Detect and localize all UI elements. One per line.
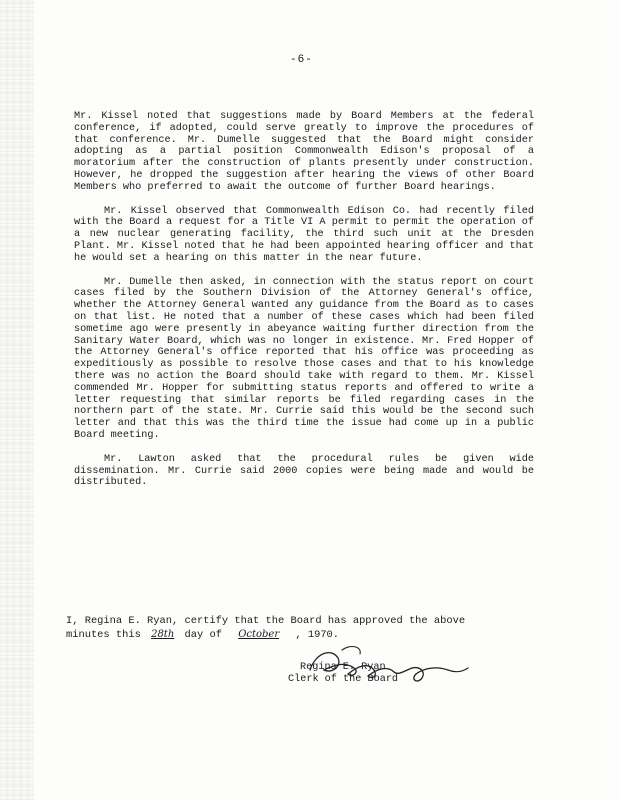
handwritten-day: 28th bbox=[151, 629, 175, 640]
scan-edge-artifact bbox=[0, 0, 34, 800]
certification-day-of: day of bbox=[184, 629, 222, 641]
certification-line-1: I, Regina E. Ryan, certify that the Board has approved the above bbox=[66, 615, 466, 627]
certification-prefix: minutes this bbox=[66, 629, 141, 641]
paragraph-court-cases-status: Mr. Dumelle then asked, in connection with the status report on court cases filed by the Southern Division of the Attorney General's office, whether the Attorney General wanted any guidance from the Board as to cases on that list. He noted that a number of these cases which had been filed sometime ago were presently in abeyance waiting further direction from the Sanitary Water Board, which was no longer in existence. Mr. Fred Hopper of the Attorney General's office reported that his office was proceeding as expeditiously as possible to resolve those cases and that to his knowledge there was no action the Board should take with regard to them. Mr. Kissel commended Mr. Hopper for submitting status reports and offered to write a letter requesting that similar reports be filed regarding cases in the northern part of the state. Mr. Currie said this would be the second such letter and that this was the third time the issue had come up in a public Board meeting. bbox=[74, 276, 534, 441]
paragraph-federal-conference: Mr. Kissel noted that suggestions made by Board Members at the federal conference, if adopted, could serve greatly to improve the procedures of that conference. Mr. Dumelle suggested that the Board might consider adopting as a partial position Commonwealth Edison's proposal of a moratorium after the construction of plants presently under construction. However, he dropped the suggestion after hearing the views of other Board Members who preferred to await the outcome of further Board hearings. bbox=[74, 111, 534, 193]
minutes-body bbox=[74, 111, 534, 501]
handwritten-month: October bbox=[238, 629, 280, 640]
signature-block bbox=[288, 662, 398, 686]
paragraph-procedural-rules: Mr. Lawton asked that the procedural rules be given wide dissemination. Mr. Currie said 2000 copies were being made and would be distributed. bbox=[74, 453, 534, 489]
signatory-title: Clerk of the Board bbox=[288, 674, 399, 685]
page-number: -6- bbox=[290, 54, 313, 66]
certification-year: , 1970. bbox=[295, 629, 340, 641]
paragraph-commonwealth-edison-permit: Mr. Kissel observed that Commonwealth Edison Co. had recently filed with the Board a request for a Title VI A permit to permit the operation of a new nuclear generating facility, the third such unit at the Dresden Plant. Mr. Kissel noted that he had been appointed hearing officer and that he would set a hearing on this matter in the near future. bbox=[74, 205, 534, 264]
signatory-name: Regina E. Ryan bbox=[300, 662, 386, 673]
certification-statement bbox=[66, 615, 536, 642]
